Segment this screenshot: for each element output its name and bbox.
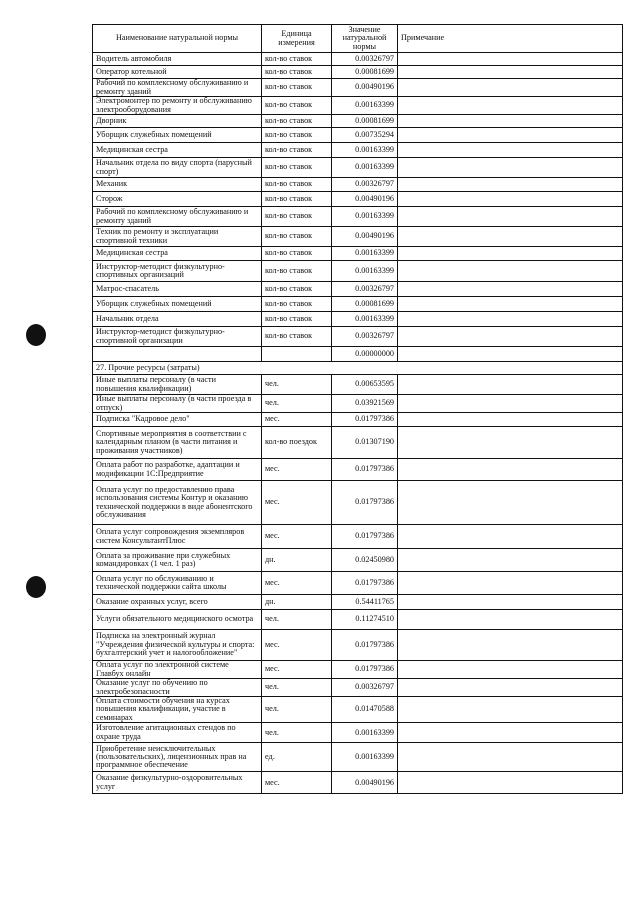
section-title: 27. Прочие ресурсы (затраты) xyxy=(93,362,623,375)
cell-name: Уборщик служебных помещений xyxy=(93,297,262,312)
table-row xyxy=(93,128,623,143)
cell-value: 0.00163399 xyxy=(332,143,398,158)
table-row xyxy=(93,227,623,247)
cell-value: 0.00490196 xyxy=(332,227,398,247)
table-row xyxy=(93,610,623,630)
table-row xyxy=(93,247,623,261)
table-row xyxy=(93,743,623,772)
table-row xyxy=(93,572,623,595)
cell-note xyxy=(398,549,623,572)
table-row xyxy=(93,413,623,427)
cell-value: 0.03921569 xyxy=(332,395,398,413)
cell-note xyxy=(398,261,623,282)
cell-unit: кол-во ставок xyxy=(262,227,332,247)
table-row xyxy=(93,178,623,192)
table-row xyxy=(93,192,623,207)
table-row xyxy=(93,723,623,743)
cell-value: 0.00490196 xyxy=(332,772,398,794)
cell-note xyxy=(398,743,623,772)
cell-name: Оказание охранных услуг, всего xyxy=(93,595,262,610)
cell-name: Водитель автомобиля xyxy=(93,53,262,66)
table-row xyxy=(93,158,623,178)
cell-note xyxy=(398,395,623,413)
cell-value: 0.11274510 xyxy=(332,610,398,630)
cell-note xyxy=(398,610,623,630)
cell-unit: чел. xyxy=(262,395,332,413)
cell-value: 0.54411765 xyxy=(332,595,398,610)
punch-hole-top xyxy=(26,324,46,346)
cell-unit: кол-во ставок xyxy=(262,207,332,227)
cell-note xyxy=(398,128,623,143)
table-row xyxy=(93,549,623,572)
cell-value: 0.00490196 xyxy=(332,79,398,97)
cell-name: Иные выплаты персоналу (в части повышения квалификации) xyxy=(93,375,262,395)
cell-name: Оплата услуг по предоставлению права использования системы Контур и оказанию технической поддержки в виде абонентского обслуживания xyxy=(93,481,262,525)
cell-name: Иные выплаты персоналу (в части проезда в отпуск) xyxy=(93,395,262,413)
cell-name: Дворник xyxy=(93,115,262,128)
cell-unit: кол-во ставок xyxy=(262,53,332,66)
cell-name: Медицинская сестра xyxy=(93,247,262,261)
cell-value: 0.00163399 xyxy=(332,158,398,178)
table-row xyxy=(93,459,623,481)
cell-unit: мес. xyxy=(262,481,332,525)
cell-unit: чел. xyxy=(262,679,332,697)
cell-name: Оказание услуг по обучению по электробезопасности xyxy=(93,679,262,697)
cell-unit: кол-во ставок xyxy=(262,178,332,192)
table-row xyxy=(93,66,623,79)
cell-note xyxy=(398,66,623,79)
table-row xyxy=(93,347,623,362)
cell-value: 0.01797386 xyxy=(332,525,398,549)
cell-note xyxy=(398,697,623,723)
cell-name: Уборщик служебных помещений xyxy=(93,128,262,143)
cell-value: 0.00081699 xyxy=(332,66,398,79)
cell-name: Техник по ремонту и эксплуатации спортивной техники xyxy=(93,227,262,247)
cell-value: 0.00326797 xyxy=(332,679,398,697)
punch-hole-bottom xyxy=(26,576,46,598)
cell-unit xyxy=(262,347,332,362)
table-row xyxy=(93,207,623,227)
cell-note xyxy=(398,97,623,115)
cell-unit: мес. xyxy=(262,630,332,661)
cell-unit: кол-во ставок xyxy=(262,297,332,312)
cell-note xyxy=(398,53,623,66)
cell-unit: кол-во ставок xyxy=(262,158,332,178)
cell-note xyxy=(398,459,623,481)
cell-note xyxy=(398,630,623,661)
cell-note xyxy=(398,481,623,525)
cell-value: 0.00735294 xyxy=(332,128,398,143)
cell-note xyxy=(398,143,623,158)
cell-note xyxy=(398,525,623,549)
header-note: Примечание xyxy=(398,25,623,53)
cell-unit: чел. xyxy=(262,610,332,630)
cell-value: 0.01797386 xyxy=(332,413,398,427)
table-row xyxy=(93,297,623,312)
cell-value: 0.00326797 xyxy=(332,327,398,347)
cell-note xyxy=(398,207,623,227)
cell-value: 0.00163399 xyxy=(332,207,398,227)
header-name: Наименование натуральной нормы xyxy=(93,25,262,53)
cell-name: Механик xyxy=(93,178,262,192)
table-row xyxy=(93,282,623,297)
cell-name: Электромонтер по ремонту и обслуживанию электрооборудования xyxy=(93,97,262,115)
cell-value: 0.01797386 xyxy=(332,572,398,595)
cell-unit: кол-во ставок xyxy=(262,192,332,207)
cell-note xyxy=(398,297,623,312)
cell-note xyxy=(398,158,623,178)
cell-unit: кол-во ставок xyxy=(262,261,332,282)
cell-unit: дн. xyxy=(262,595,332,610)
cell-name: Инструктор-методист физкультурно-спортивных организаций xyxy=(93,261,262,282)
cell-unit: кол-во ставок xyxy=(262,66,332,79)
table-row xyxy=(93,630,623,661)
cell-value: 0.01797386 xyxy=(332,459,398,481)
cell-value: 0.00163399 xyxy=(332,723,398,743)
cell-unit: мес. xyxy=(262,459,332,481)
cell-unit: кол-во ставок xyxy=(262,128,332,143)
natural-norms-table xyxy=(92,24,623,794)
cell-name: Начальник отдела по виду спорта (парусный спорт) xyxy=(93,158,262,178)
cell-value: 0.01307190 xyxy=(332,427,398,459)
table-row xyxy=(93,261,623,282)
table-row xyxy=(93,679,623,697)
table-row xyxy=(93,772,623,794)
cell-unit: кол-во ставок xyxy=(262,282,332,297)
cell-name: Оплата за проживание при служебных командировках (1 чел. 1 раз) xyxy=(93,549,262,572)
cell-unit: мес. xyxy=(262,772,332,794)
cell-note xyxy=(398,661,623,679)
cell-unit: мес. xyxy=(262,413,332,427)
cell-value: 0.00081699 xyxy=(332,115,398,128)
table-row xyxy=(93,525,623,549)
table-row xyxy=(93,53,623,66)
cell-unit: дн. xyxy=(262,549,332,572)
cell-name: Подписка "Кадровое дело" xyxy=(93,413,262,427)
cell-value: 0.01797386 xyxy=(332,630,398,661)
cell-unit: мес. xyxy=(262,525,332,549)
cell-unit: кол-во ставок xyxy=(262,327,332,347)
cell-name: Оплата работ по разработке, адаптации и модификации 1С:Предприятие xyxy=(93,459,262,481)
cell-value: 0.00163399 xyxy=(332,247,398,261)
cell-name: Приобретение неисключительных (пользовательских), лицензионных прав на программное обеспечение xyxy=(93,743,262,772)
cell-value: 0.01797386 xyxy=(332,481,398,525)
cell-value: 0.01797386 xyxy=(332,661,398,679)
cell-value: 0.00163399 xyxy=(332,743,398,772)
cell-unit: кол-во ставок xyxy=(262,97,332,115)
cell-unit: мес. xyxy=(262,572,332,595)
table-header-row xyxy=(93,25,623,53)
cell-unit: кол-во ставок xyxy=(262,115,332,128)
cell-note xyxy=(398,115,623,128)
cell-note xyxy=(398,427,623,459)
table-row xyxy=(93,97,623,115)
cell-value: 0.00081699 xyxy=(332,297,398,312)
table-body xyxy=(93,53,623,794)
cell-name: Медицинская сестра xyxy=(93,143,262,158)
cell-name: Оплата услуг по электронной системе Главбух онлайн xyxy=(93,661,262,679)
cell-name: Оплата стоимости обучения на курсах повышения квалификации, участие в семинарах xyxy=(93,697,262,723)
cell-note xyxy=(398,282,623,297)
cell-note xyxy=(398,79,623,97)
cell-unit: кол-во поездок xyxy=(262,427,332,459)
cell-note xyxy=(398,679,623,697)
cell-note xyxy=(398,192,623,207)
table-row xyxy=(93,395,623,413)
header-unit: Единица измерения xyxy=(262,25,332,53)
cell-note xyxy=(398,723,623,743)
cell-note xyxy=(398,572,623,595)
table-row xyxy=(93,595,623,610)
cell-name: Матрос-спасатель xyxy=(93,282,262,297)
table-row xyxy=(93,697,623,723)
cell-value: 0.00326797 xyxy=(332,178,398,192)
table-row xyxy=(93,427,623,459)
cell-unit: ед. xyxy=(262,743,332,772)
cell-name: Оказание физкультурно-оздоровительных услуг xyxy=(93,772,262,794)
cell-value: 0.02450980 xyxy=(332,549,398,572)
cell-unit: чел. xyxy=(262,375,332,395)
cell-name xyxy=(93,347,262,362)
cell-note xyxy=(398,347,623,362)
cell-name: Подписка на электронный журнал "Учреждения физической культуры и спорта: бухгалтерский учет и налогообложение" xyxy=(93,630,262,661)
cell-note xyxy=(398,312,623,327)
cell-note xyxy=(398,595,623,610)
cell-value: 0.00653595 xyxy=(332,375,398,395)
cell-name: Оплата услуг по обслуживанию и технической поддержки сайта школы xyxy=(93,572,262,595)
cell-name: Изготовление агитационных стендов по охране труда xyxy=(93,723,262,743)
cell-name: Услуги обязательного медицинского осмотра xyxy=(93,610,262,630)
cell-name: Рабочий по комплексному обслуживанию и ремонту зданий xyxy=(93,79,262,97)
cell-value: 0.00163399 xyxy=(332,261,398,282)
cell-name: Спортивные мероприятия в соответствии с календарным планом (в части питания и проживания участников) xyxy=(93,427,262,459)
table-row xyxy=(93,115,623,128)
table-row xyxy=(93,481,623,525)
cell-value: 0.00163399 xyxy=(332,312,398,327)
cell-value: 0.00163399 xyxy=(332,97,398,115)
table-section-row xyxy=(93,362,623,375)
cell-name: Оплата услуг сопровождения экземпляров систем КонсультантПлюс xyxy=(93,525,262,549)
cell-name: Инструктор-методист физкультурно-спортивной организации xyxy=(93,327,262,347)
cell-unit: чел. xyxy=(262,697,332,723)
cell-note xyxy=(398,375,623,395)
cell-note xyxy=(398,413,623,427)
table-row xyxy=(93,661,623,679)
cell-value: 0.00000000 xyxy=(332,347,398,362)
cell-value: 0.00326797 xyxy=(332,53,398,66)
table-row xyxy=(93,375,623,395)
cell-name: Начальник отдела xyxy=(93,312,262,327)
cell-name: Сторож xyxy=(93,192,262,207)
cell-unit: кол-во ставок xyxy=(262,79,332,97)
cell-unit: кол-во ставок xyxy=(262,312,332,327)
cell-value: 0.01470588 xyxy=(332,697,398,723)
cell-note xyxy=(398,178,623,192)
cell-name: Рабочий по комплексному обслуживанию и ремонту зданий xyxy=(93,207,262,227)
table-row xyxy=(93,79,623,97)
cell-note xyxy=(398,227,623,247)
table-row xyxy=(93,327,623,347)
cell-unit: кол-во ставок xyxy=(262,247,332,261)
table-row xyxy=(93,143,623,158)
cell-unit: мес. xyxy=(262,661,332,679)
cell-value: 0.00490196 xyxy=(332,192,398,207)
cell-note xyxy=(398,772,623,794)
table-row xyxy=(93,312,623,327)
cell-unit: кол-во ставок xyxy=(262,143,332,158)
cell-name: Оператор котельной xyxy=(93,66,262,79)
cell-note xyxy=(398,247,623,261)
cell-note xyxy=(398,327,623,347)
cell-unit: чел. xyxy=(262,723,332,743)
header-value: Значение натуральной нормы xyxy=(332,25,398,53)
cell-value: 0.00326797 xyxy=(332,282,398,297)
